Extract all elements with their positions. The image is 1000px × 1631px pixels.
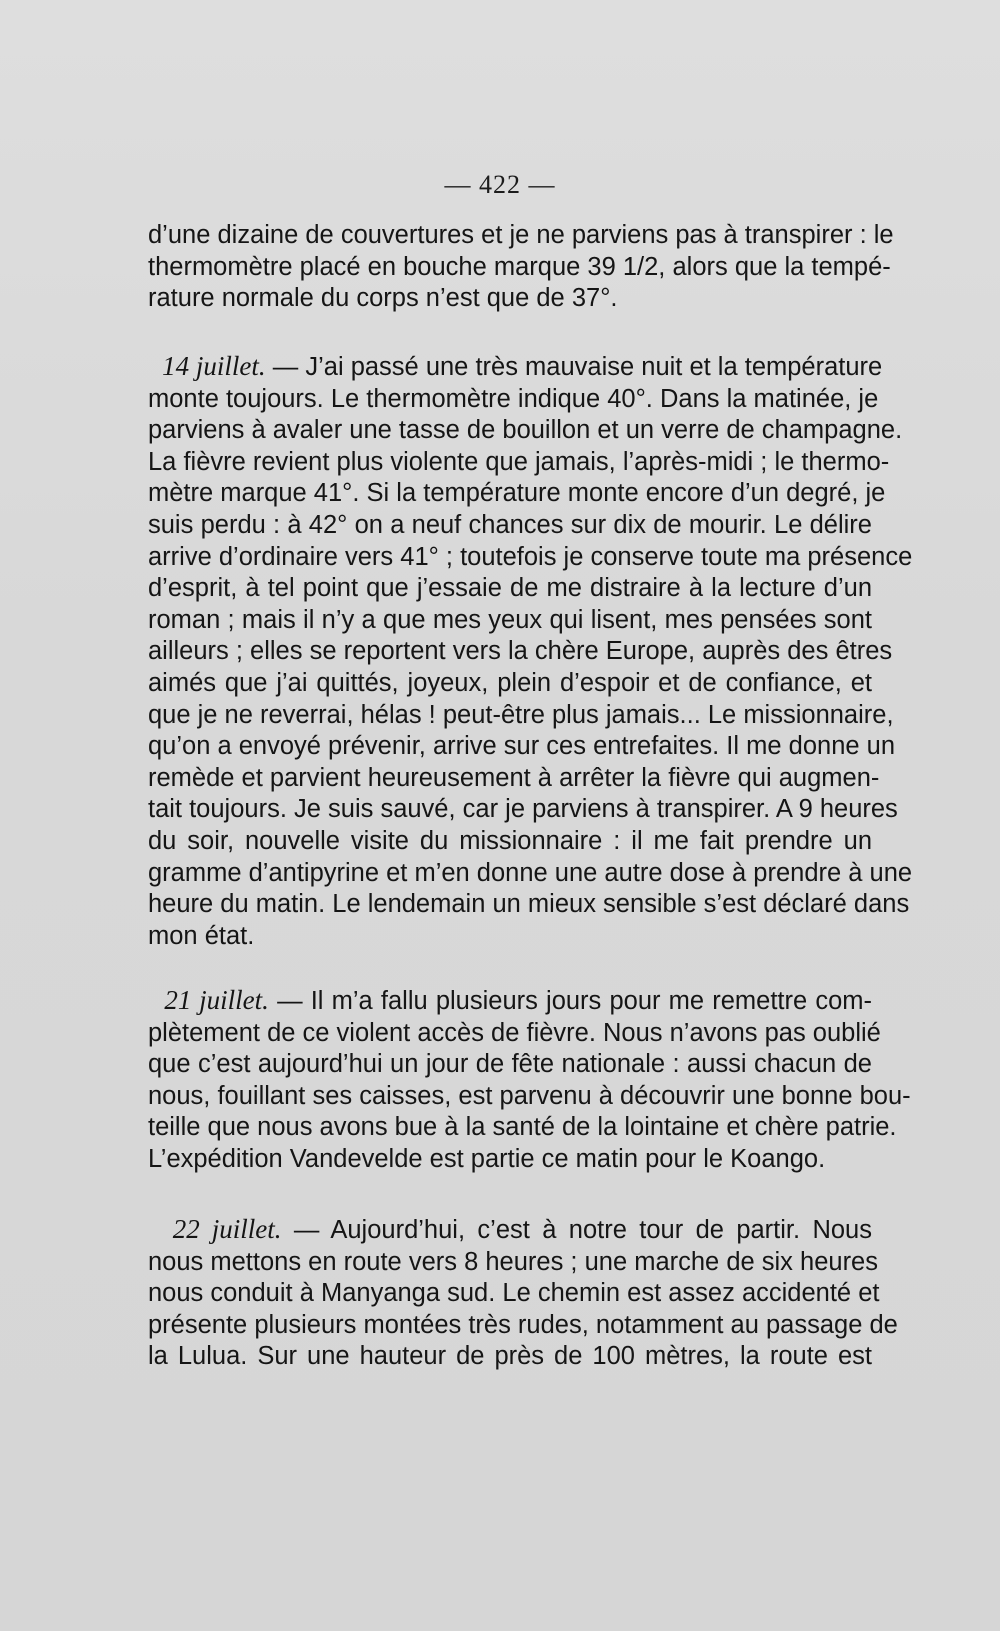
page-number: — 422 — — [444, 170, 556, 199]
text-line — [148, 351, 883, 384]
text-line: aimés que j’ai quittés, joyeux, plein d’espoir et de confiance, et — [148, 668, 872, 697]
text-line: thermomètre placé en bouche marque 39 1/2, alors que la tempé- — [148, 252, 891, 281]
paragraph-22-juillet — [148, 1214, 898, 1373]
text-fragment: — Aujourd’hui, c’est à notre tour de partir. Nous — [281, 1216, 872, 1244]
text-line: d’une dizaine de couvertures et je ne parviens pas à transpirer : le — [148, 221, 894, 249]
text-line: la Lulua. Sur une hauteur de près de 100 mètres, la route est — [148, 1342, 872, 1371]
paragraph-14-juillet — [148, 351, 913, 952]
text-line: ailleurs ; elles se reportent vers la chère Europe, auprès des êtres — [148, 637, 893, 666]
text-line: nous conduit à Manyanga sud. Le chemin est assez accidenté et — [148, 1279, 880, 1308]
text-line: plètement de ce violent accès de fièvre. Nous n’avons pas oublié — [148, 1018, 881, 1047]
text-fragment: — J’ai passé une très mauvaise nuit et la température — [265, 353, 883, 381]
text-line: remède et parvient heureusement à arrêter la fièvre qui augmen- — [148, 763, 880, 792]
text-line: rature normale du corps n’est que de 37°. — [148, 284, 618, 313]
text-line: nous mettons en route vers 8 heures ; une marche de six heures — [148, 1247, 878, 1276]
paragraph-1 — [148, 220, 894, 315]
text-line: mon état. — [148, 921, 255, 950]
text-line: qu’on a envoyé prévenir, arrive sur ces entrefaites. Il me donne un — [148, 732, 896, 761]
text-line: parviens à avaler une tasse de bouillon et un verre de champagne. — [148, 416, 903, 445]
text-line: L’expédition Vandevelde est partie ce matin pour le Koango. — [148, 1144, 826, 1173]
text-line: présente plusieurs montées très rudes, notamment au passage de — [148, 1310, 898, 1339]
text-line: mètre marque 41°. Si la température monte encore d’un degré, je — [148, 479, 886, 508]
text-line — [148, 1214, 872, 1247]
text-line: d’esprit, à tel point que j’essaie de me distraire à la lecture d’un — [148, 574, 872, 603]
text-line: La fièvre revient plus violente que jamais, l’après-midi ; le thermo- — [148, 447, 890, 476]
text-line — [148, 985, 872, 1018]
text-line: gramme d’antipyrine et m’en donne une autre dose à prendre à une — [148, 858, 913, 887]
text-line: que c’est aujourd’hui un jour de fête nationale : aussi chacun de — [148, 1050, 872, 1079]
text-line: suis perdu : à 42° on a neuf chances sur dix de mourir. Le délire — [148, 510, 872, 539]
text-line: tait toujours. Je suis sauvé, car je parviens à transpirer. A 9 heures — [148, 795, 898, 824]
text-line: nous, fouillant ses caisses, est parvenu à découvrir une bonne bou- — [148, 1081, 911, 1110]
text-line: que je ne reverrai, hélas ! peut-être plus jamais... Le missionnaire, — [148, 700, 894, 729]
text-line: heure du matin. Le lendemain un mieux sensible s’est déclaré dans — [148, 890, 910, 919]
paragraph-21-juillet — [148, 985, 911, 1176]
entry-date: 22 juillet. — [172, 1214, 282, 1244]
text-fragment: — Il m’a fallu plusieurs jours pour me remettre com- — [268, 987, 873, 1015]
text-line: arrive d’ordinaire vers 41° ; toutefois je conserve toute ma présence — [148, 542, 913, 571]
text-line: teille que nous avons bue à la santé de la lointaine et chère patrie. — [148, 1113, 897, 1142]
text-line: du soir, nouvelle visite du missionnaire : il me fait prendre un — [148, 826, 872, 855]
entry-date: 21 juillet. — [164, 985, 269, 1015]
entry-date: 14 juillet. — [162, 351, 266, 381]
text-line: roman ; mais il n’y a que mes yeux qui lisent, mes pensées sont — [148, 605, 872, 634]
text-line: monte toujours. Le thermomètre indique 40°. Dans la matinée, je — [148, 384, 879, 413]
